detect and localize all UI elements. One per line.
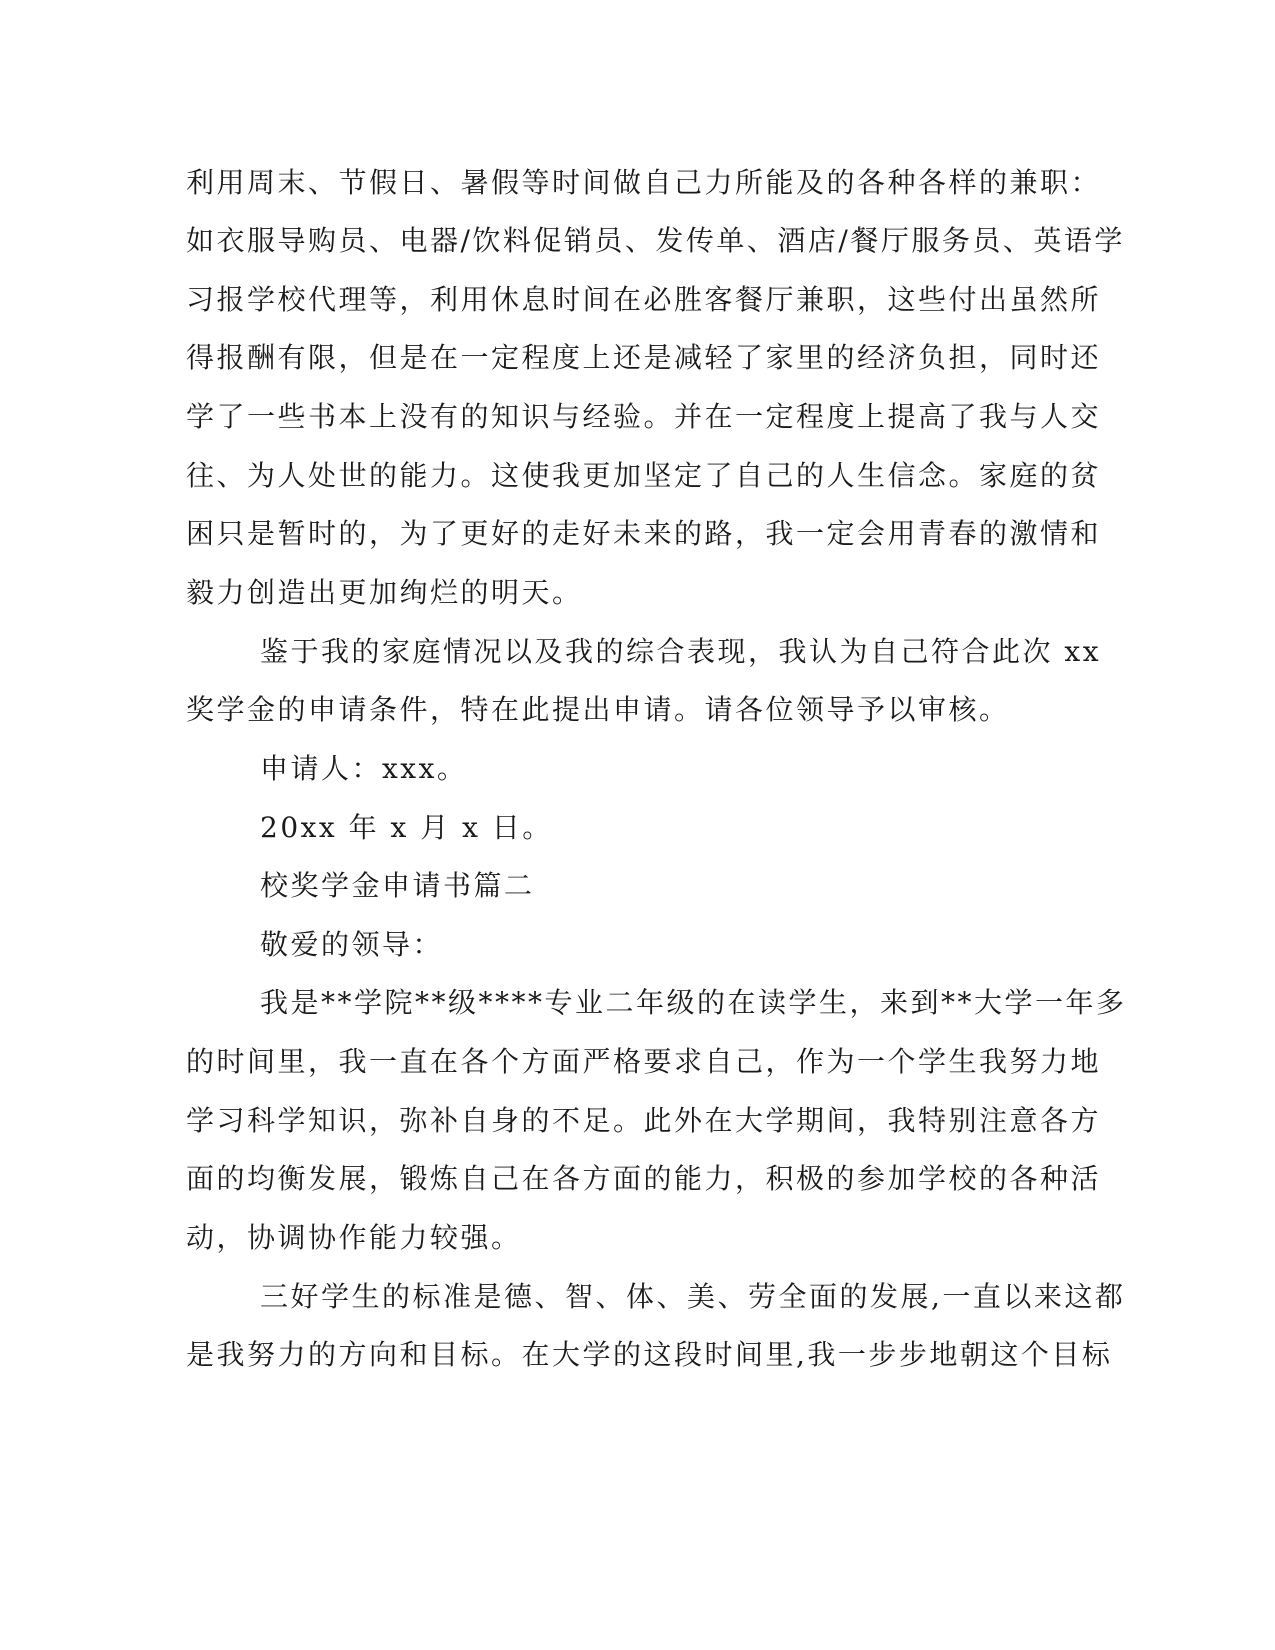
paragraph-line: 面的均衡发展，锻炼自己在各方面的能力，积极的参加学校的各种活 [186,1162,1102,1195]
paragraph-line: 我是**学院**级****专业二年级的在读学生，来到**大学一年多 [260,986,1127,1019]
paragraph-line: 得报酬有限，但是在一定程度上还是减轻了家里的经济负担，同时还 [186,341,1102,374]
paragraph-line: 学习科学知识，弥补自身的不足。此外在大学期间，我特别注意各方 [186,1104,1102,1137]
paragraph-line: 习报学校代理等，利用休息时间在必胜客餐厅兼职，这些付出虽然所 [186,283,1102,316]
section-title: 校奖学金申请书篇二 [260,869,535,902]
paragraph-line: 学了一些书本上没有的知识与经验。并在一定程度上提高了我与人交 [186,400,1102,433]
paragraph-line: 毅力创造出更加绚烂的明天。 [186,576,583,609]
applicant-line: 申请人：xxx。 [260,752,468,785]
paragraph-line: 奖学金的申请条件，特在此提出申请。请各位领导予以审核。 [186,693,1010,726]
paragraph-line: 是我努力的方向和目标。在大学的这段时间里,我一步步地朝这个目标 [186,1338,1113,1371]
paragraph-line: 利用周末、节假日、暑假等时间做自己力所能及的各种各样的兼职： [186,166,1102,199]
paragraph-line: 鉴于我的家庭情况以及我的综合表现，我认为自己符合此次 xx [260,635,1101,668]
paragraph-line: 往、为人处世的能力。这使我更加坚定了自己的人生信念。家庭的贫 [186,459,1102,492]
paragraph-line: 困只是暂时的，为了更好的走好未来的路，我一定会用青春的激情和 [186,517,1102,550]
salutation: 敬爱的领导： [260,928,444,961]
paragraph-line: 的时间里，我一直在各个方面严格要求自己，作为一个学生我努力地 [186,1045,1102,1078]
date-line: 20xx 年 x 月 x 日。 [260,811,553,844]
paragraph-line: 如衣服导购员、电器/饮料促销员、发传单、酒店/餐厅服务员、英语学 [186,224,1125,257]
paragraph-line: 动，协调协作能力较强。 [186,1221,522,1254]
paragraph-line: 三好学生的标准是德、智、体、美、劳全面的发展,一直以来这都 [260,1280,1126,1313]
